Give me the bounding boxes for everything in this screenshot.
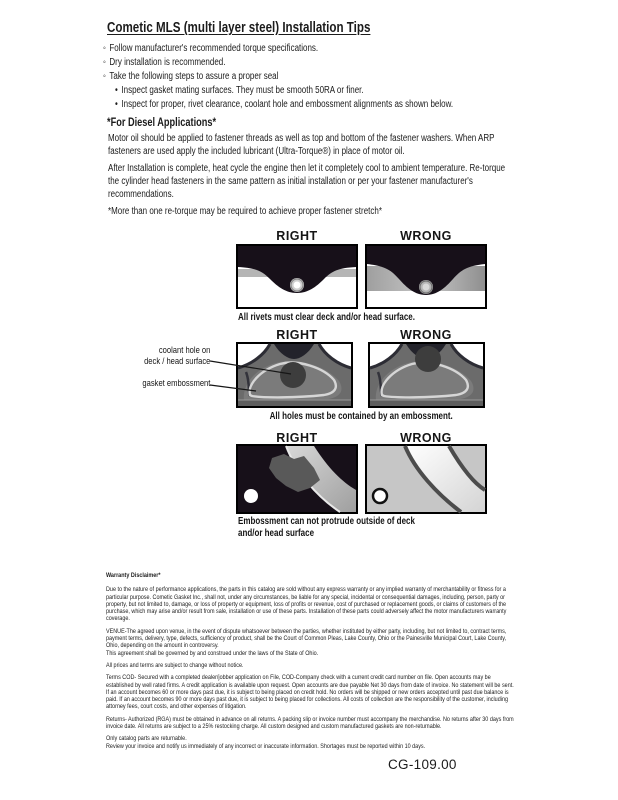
tip-text: Dry installation is recommended. [109,57,226,68]
coolant-right-icon [236,342,353,408]
wrong-label: WRONG [400,328,452,342]
tip-text: Inspect gasket mating surfaces. They must be smooth 50RA or finer. [121,85,364,96]
bullet-marker: ◦ [103,57,106,68]
right-label: RIGHT [276,431,318,445]
rivet-wrong-icon [365,244,487,309]
list-item [103,98,503,112]
tip-text: Follow manufacturer's recommended torque specifications. [109,43,319,54]
embossment-right-diagram [236,444,358,514]
page-title: Cometic MLS (multi layer steel) Installation Tips [107,20,371,36]
disclaimer-paragraph: VENUE-The agreed upon venue, in the event of dispute whatsoever between the parties, whether instituted by either party, including, but not limited to, contract terms, payment terms, delivery, type, defects, sufficiency of product, shall be the Court of Common Pleas, Lake County, Ohio or the Painesville Municipal Court, Lake County, Ohio, depending on the amount in controversy. This agreement shall be governed by and construed under the laws of the State of Ohio. [106,627,507,657]
wrong-label: WRONG [400,431,452,445]
embossment-caption: Embossment can not protrude outside of deck and/or head surface [238,516,415,539]
rivet-right-icon [236,244,358,309]
bullet-marker: ◦ [103,43,106,54]
rivet-clearance-wrong-diagram [365,244,487,309]
diesel-paragraph-heat-cycle: After Installation is complete, heat cycle the engine then let it completely cool to ambient temperature. Re-torque the cylinder head fasteners in the same pattern as initial installation or per your fastener manufacturer's recommendations. [108,163,506,200]
retorque-note: *More than one re-torque may be required to achieve proper fastener stretch* [108,206,382,217]
tip-text: Take the following steps to assure a proper seal [109,71,279,82]
disclaimer-paragraph: Returns- Authorized (RGA) must be obtained in advance on all returns. A packing slip or invoice number must accompany the merchandise. No returns after 30 days from invoice date. All returns are subject to a 25% restocking charge. All custom designed and custom manufactured gaskets are non-returnable. [106,715,514,731]
list-item [103,70,503,84]
document-code: CG-109.00 [388,757,457,772]
diesel-paragraph-motor-oil: Motor oil should be applied to fastener threads as well as top and bottom of the fastener washers. When ARP fasteners are used apply the included lubricant (Ultra-Torque®) in place of motor oil. [108,133,495,157]
disclaimer-heading: Warranty Disclaimer* [106,572,161,579]
tip-text: Inspect for proper, rivet clearance, coolant hole and embossment alignments as shown below. [121,99,454,110]
rivet-caption: All rivets must clear deck and/or head surface. [238,312,415,323]
gasket-embossment-annotation: gasket embossment [142,378,211,389]
coolant-wrong-icon [367,342,486,408]
right-label: RIGHT [276,229,318,243]
embossment-wrong-diagram [365,444,487,514]
embossment-right-icon [236,444,358,514]
coolant-hole-wrong-diagram [367,342,486,408]
disclaimer-paragraph: Due to the nature of performance applications, the parts in this catalog are sold without any express warranty or any implied warranty of merchantability or fitness for a particular purpose. Cometic Gasket Inc., shall not, under any circumstances, be liable for any special, incidental or consequential damages, including, person, party or property, but not limited to, damage, or loss of property or equipment, loss of profits or revenue, cost of purchased or replacement goods, or claims of customers of the purchase, which may arise and/or result from sale, installation or use of these parts. Installation of these parts could adversely affect the motor manufacturers warranty coverage. [106,586,507,623]
embossment-wrong-icon [365,444,487,514]
rivet-clearance-right-diagram [236,244,358,309]
disclaimer-paragraph: Only catalog parts are returnable. Review your invoice and notify us immediately of any incorrect or inaccurate information. Shortages must be reported within 10 days. [106,735,426,750]
coolant-hole-annotation: coolant hole on deck / head surface [144,345,211,367]
list-item [103,84,503,98]
installation-tips-list [103,42,503,112]
disclaimer-paragraph: Terms COD- Secured with a completed dealer/jobber application on File, COD-Company check with a current credit card number on file. Open accounts may be established by well rated firms. A credit application is available upon request. Open accounts are due payable Net 30 days from date of invoice. No statement will be sent. If an account becomes 60 or more days past due, it is subject to being placed on credit hold. No orders will be shipped or new orders accepted until past due balance is paid. If an account becomes 90 or more days past due, it is subject to being placed for collections. All costs of collection are the responsibility of the customer, including attorney fees, court costs, and other expenses of litigation. [106,674,514,711]
diesel-applications-heading: *For Diesel Applications* [107,117,217,129]
wrong-label: WRONG [400,229,452,243]
warranty-disclaimer [106,572,516,755]
disclaimer-paragraph: All prices and terms are subject to change without notice. [106,661,244,669]
list-item [103,42,503,56]
coolant-caption: All holes must be contained by an embossment. [269,411,453,422]
bullet-marker: • [115,85,118,96]
list-item [103,56,503,70]
coolant-hole-right-diagram [236,342,353,408]
bullet-marker: ◦ [103,71,106,82]
bullet-marker: • [115,99,118,110]
right-label: RIGHT [276,328,318,342]
